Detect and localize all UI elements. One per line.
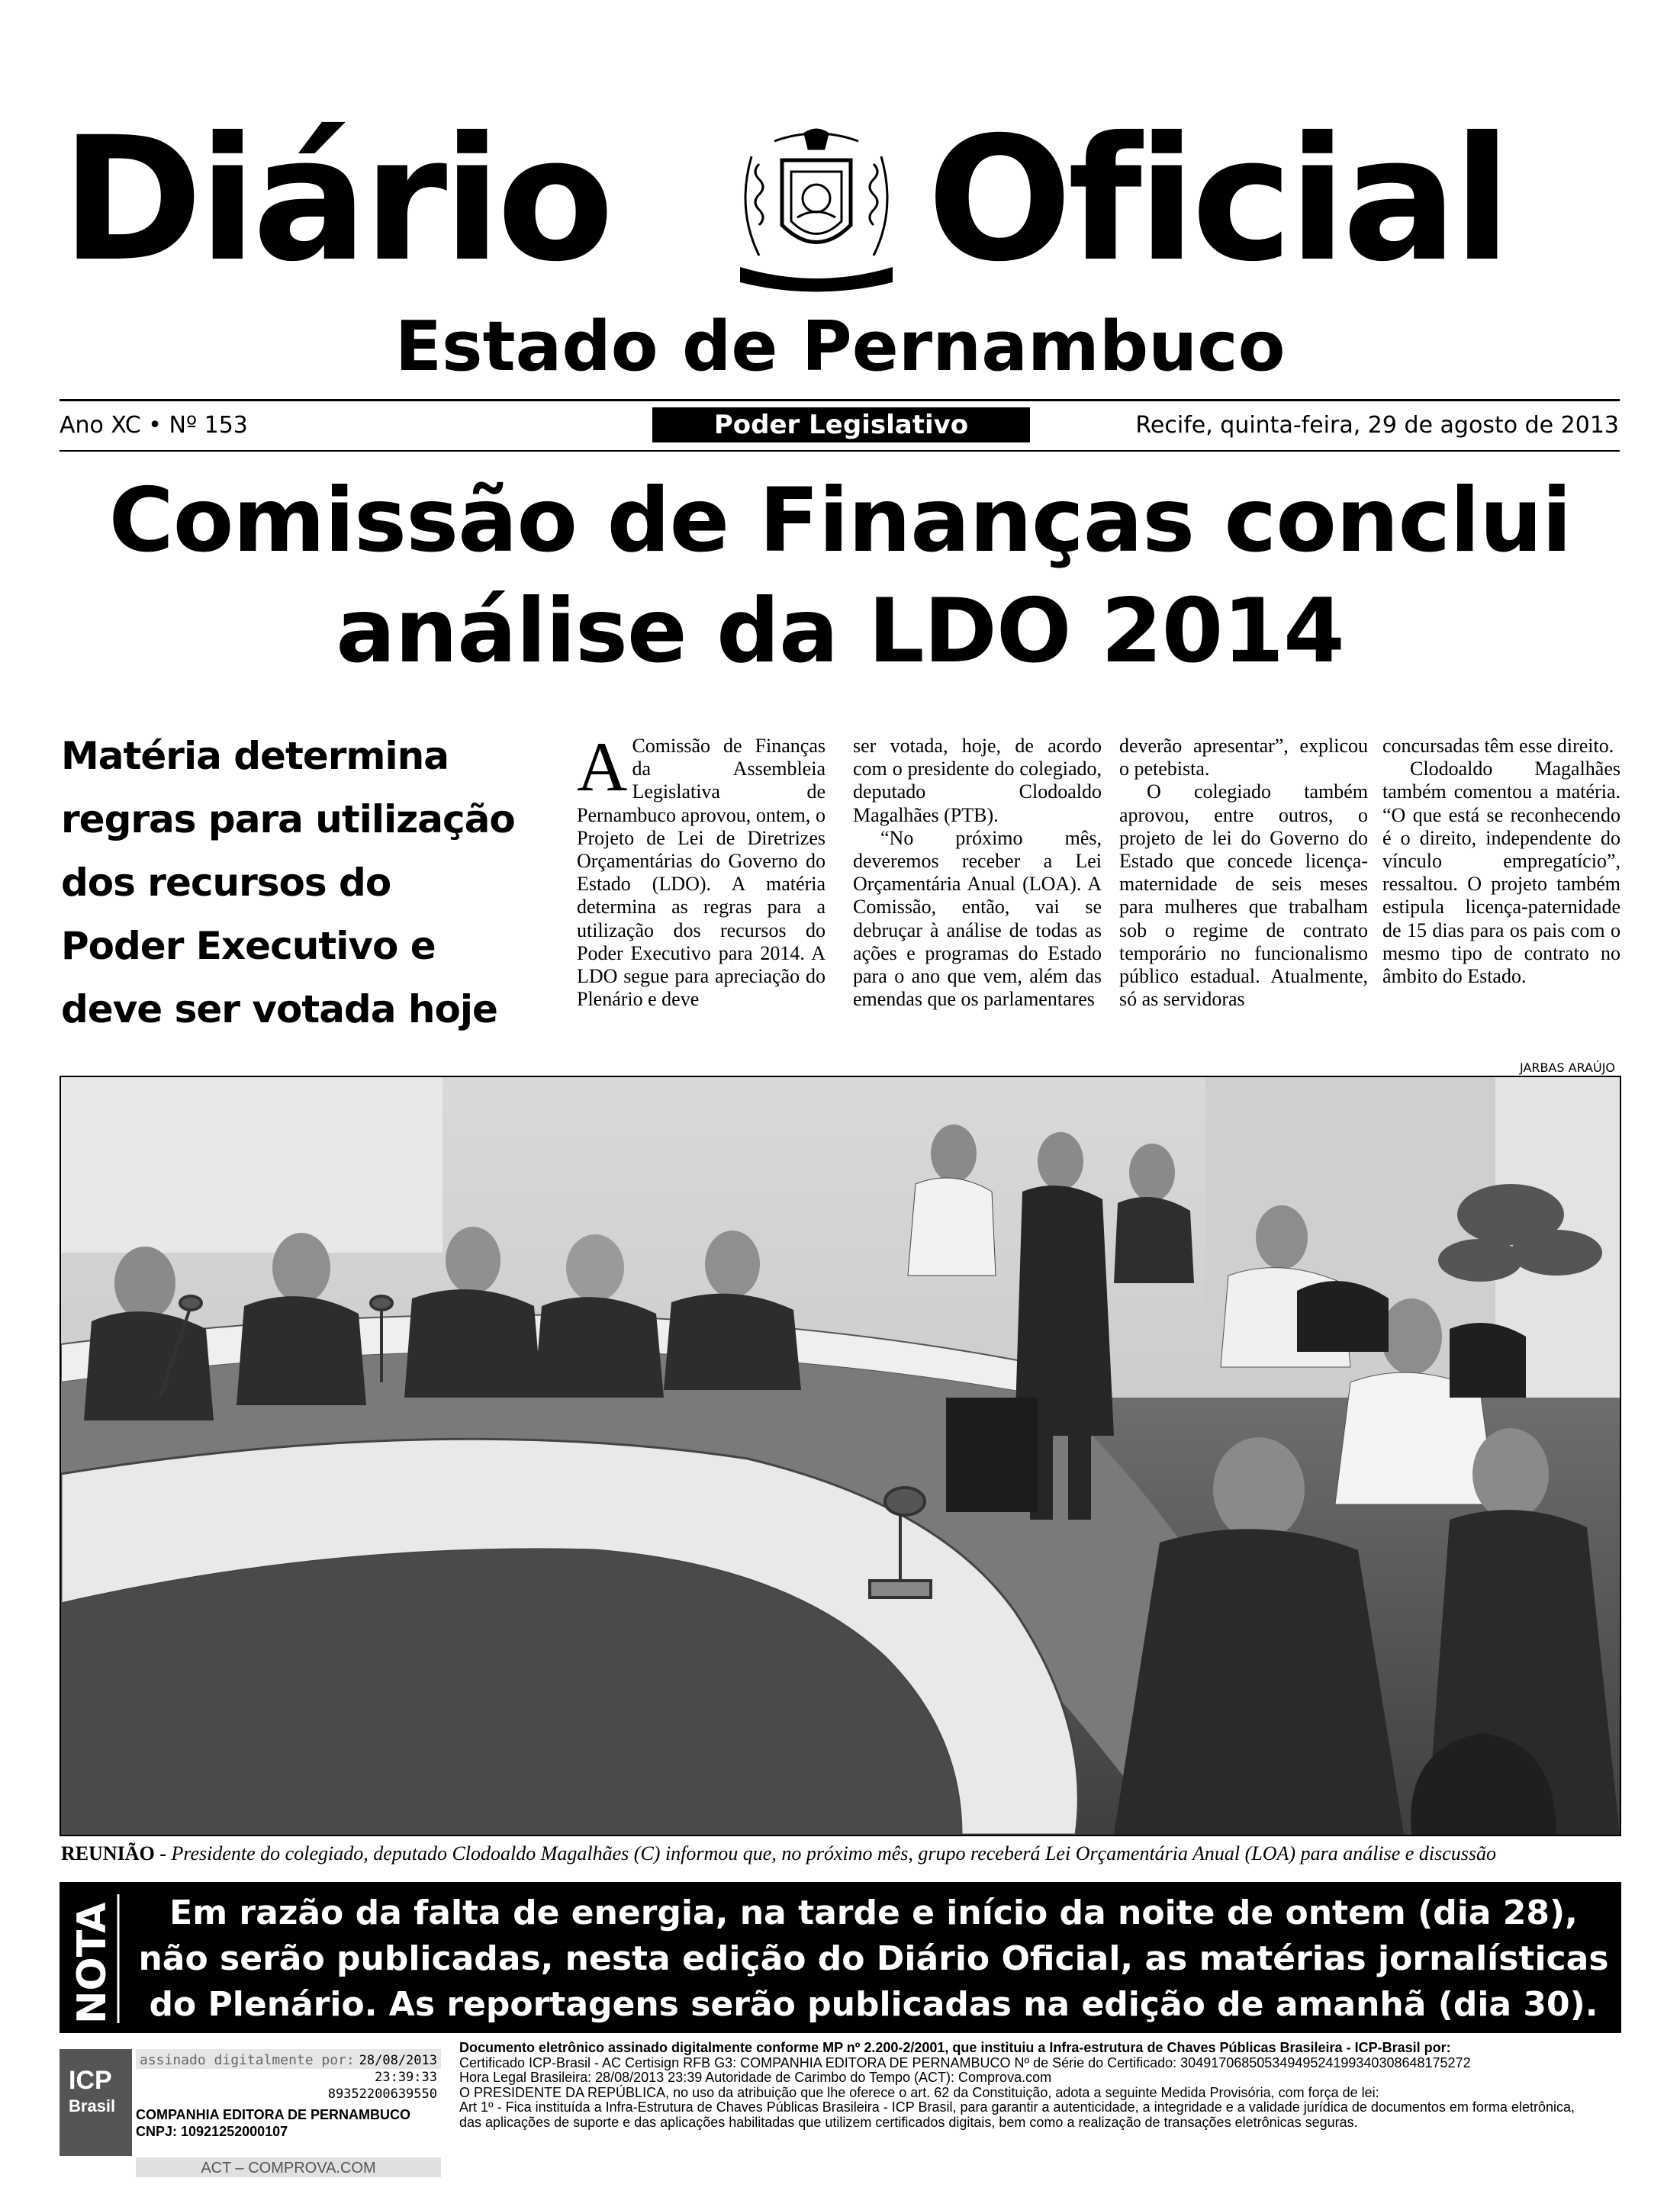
meeting-photo: [60, 1076, 1621, 1836]
caption-text: Presidente do colegiado, deputado Clodoaldo Magalhães (C) informou que, no próximo mês, grupo receberá Lei Orçamentária Anual (LOA) para análise e discussão: [171, 1842, 1496, 1864]
article-paragraph: Clodoaldo Magalhães também comentou a matéria. “O que está se reconhecendo é o direito, independente do vínculo empregatício”, ressaltou. O projeto também estipula licença-paternidade de 15 dias para os pais com o mesmo tipo de contrato no âmbito do Estado.: [1382, 758, 1620, 988]
nota-label: [63, 1888, 124, 2029]
certificate-line: Documento eletrônico assinado digitalmente conforme MP nº 2.200-2/2001, que instituiu a Infra-estrutura de Chaves Públicas Brasileira - ICP-Brasil por:: [459, 2040, 1451, 2055]
dateline: Recife, quinta-feira, 29 de agosto de 2013: [1135, 412, 1619, 439]
nota-line: Em razão da falta de energia, na tarde e início da noite de ontem (dia 28),: [169, 1893, 1578, 1932]
certificate-line: O PRESIDENTE DA REPÚBLICA, no uso da atribuição que lhe oferece o art. 62 da Constituição, adota a seguinte Medida Provisória, com força de lei:: [459, 2084, 1379, 2100]
article-paragraph: concursadas têm esse direito.: [1382, 735, 1614, 757]
masthead-top-rule: [60, 399, 1620, 401]
nota-label-text: NOTA: [69, 1902, 115, 2024]
caption-lead: REUNIÃO -: [61, 1842, 166, 1864]
photo-credit: JARBAS ARAÚJO: [1519, 1060, 1615, 1075]
article-column-3: [1119, 735, 1368, 1011]
article-paragraph: ser votada, hoje, de acordo com o presidente do colegiado, deputado Clodoaldo Magalhães (PTB).: [853, 735, 1102, 826]
deck-line: dos recursos do: [61, 861, 391, 905]
deck-line: Matéria determina: [61, 734, 449, 778]
article-paragraph: O colegiado também aprovou, entre outros, o projeto de lei do Governo do Estado que concede licença-maternidade de seis meses para mulheres que trabalham sob o regime de contrato temporário no funcionalismo público estadual. Atualmente, só as servidoras: [1119, 780, 1368, 1011]
signature-time: 23:39:33: [375, 2070, 437, 2085]
company-name: COMPANHIA EDITORA DE PERNAMBUCO: [136, 2107, 411, 2122]
article-paragraph: deverão apresentar”, explicou o petebista.: [1119, 735, 1368, 780]
deck: [61, 725, 549, 1041]
article-paragraph: Comissão de Finanças da Assembleia Legislativa de Pernambuco aprovou, ontem, o Projeto de Lei de Diretrizes Orçamentárias do Governo do Estado (LDO). A matéria determina as regras para a utilização dos recursos do Poder Executivo para 2014. A LDO segue para apreciação do Plenário e deve: [577, 735, 826, 1011]
headline: [31, 465, 1649, 687]
state-coat-of-arms-icon: [729, 126, 904, 298]
masthead-subtitle: Estado de Pernambuco: [394, 307, 1286, 387]
company-cnpj: CNPJ: 10921252000107: [136, 2124, 288, 2139]
meeting-photo-illustration: [61, 1077, 1620, 1835]
signed-label: assinado digitalmente por:: [140, 2052, 355, 2068]
article-column-4: [1382, 735, 1620, 988]
certificate-line: das aplicações de suporte e das aplicações habilitadas que utilizem certificados digitais, bem como a realização de transações eletrônicas seguras.: [459, 2114, 1358, 2130]
signature-date: 28/08/2013: [359, 2053, 437, 2068]
deck-line: Poder Executivo e: [61, 924, 436, 968]
digital-signature-stamp: [60, 2043, 449, 2180]
certificate-line: Art 1º - Fica instituída a Infra-Estrutura de Chaves Públicas Brasileira - ICP Brasil, para garantir a autenticidade, a integridade e a validade jurídica de documentos em forma eletrônica,: [459, 2099, 1575, 2115]
nota-line: do Plenário. As reportagens serão publicadas na edição de amanhã (dia 30).: [149, 1985, 1598, 2024]
article-column-2: [853, 735, 1102, 1011]
article-column-1: [577, 728, 826, 1011]
drop-cap: A: [577, 728, 628, 806]
certificate-text: [459, 2041, 1649, 2131]
certificate-line: Hora Legal Brasileira: 28/08/2013 23:39 Autoridade de Carimbo do Tempo (ACT): Comprova.com: [459, 2070, 1052, 2086]
nota-text: [130, 1890, 1617, 2028]
issue-number: Ano XC • Nº 153: [60, 412, 248, 439]
certificate-line: Certificado ICP-Brasil - AC Certisign RFB G3: COMPANHIA EDITORA DE PERNAMBUCO Nº de Série do Certificado: 3049170685053494952419934030864817527​2: [459, 2054, 1471, 2070]
section-label: Poder Legislativo: [652, 407, 1030, 442]
headline-line-1: Comissão de Finanças conclui: [108, 469, 1572, 572]
nota-line: não serão publicadas, nesta edição do Diário Oficial, as matérias jornalísticas: [138, 1939, 1609, 1978]
masthead-bottom-rule: [60, 450, 1620, 452]
icp-logo-text: Brasil: [69, 2096, 116, 2115]
icp-logo-text: ICP: [69, 2066, 112, 2095]
deck-line: regras para utilização: [61, 797, 515, 841]
headline-line-2: análise da LDO 2014: [336, 580, 1344, 683]
deck-line: deve ser votada hoje: [61, 987, 497, 1031]
masthead-title-left: Diário: [61, 100, 610, 299]
photo-caption: [61, 1842, 1625, 1865]
act-label: ACT – COMPROVA.COM: [201, 2160, 376, 2177]
masthead-title-right: Oficial: [927, 100, 1508, 299]
article-paragraph: “No próximo mês, deveremos receber a Lei Orçamentária Anual (LOA). A Comissão, então, vai se debruçar à análise de todas as ações e programas do Estado para o ano que vem, além das emendas que os parlamentares: [853, 826, 1102, 1011]
signature-serial: 89352200639550: [327, 2086, 437, 2102]
